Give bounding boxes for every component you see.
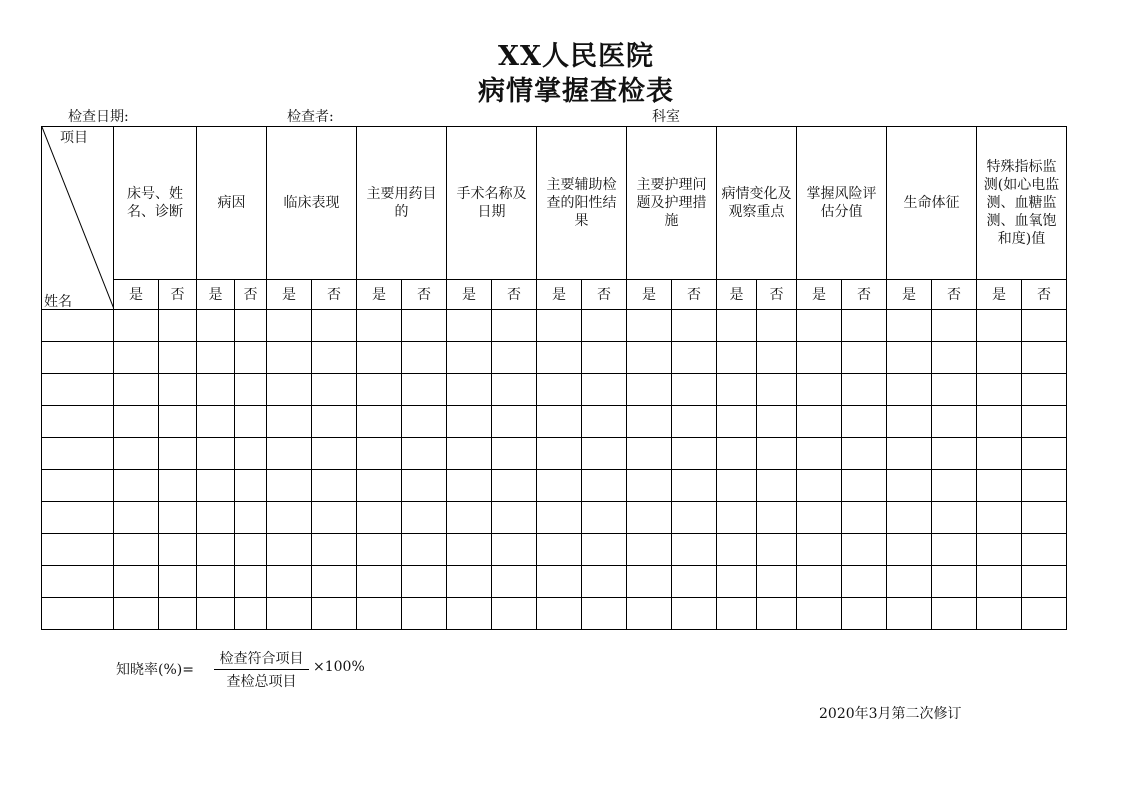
corner-label-items: 项目 xyxy=(60,130,88,146)
yes-header: 是 xyxy=(717,280,757,310)
check-cell[interactable] xyxy=(842,438,887,470)
column-header: 生命体征 xyxy=(887,127,977,280)
check-cell[interactable] xyxy=(159,470,197,502)
check-cell[interactable] xyxy=(235,598,267,630)
check-cell[interactable] xyxy=(402,534,447,566)
check-cell[interactable] xyxy=(235,534,267,566)
check-cell[interactable] xyxy=(357,534,402,566)
check-cell[interactable] xyxy=(312,502,357,534)
check-cell[interactable] xyxy=(159,502,197,534)
column-header: 病情变化及观察重点 xyxy=(717,127,797,280)
check-cell[interactable] xyxy=(159,310,197,342)
check-cell[interactable] xyxy=(672,406,717,438)
check-cell[interactable] xyxy=(537,310,582,342)
column-header: 床号、姓名、诊断 xyxy=(114,127,197,280)
check-cell[interactable] xyxy=(672,534,717,566)
check-cell[interactable] xyxy=(797,406,842,438)
check-cell[interactable] xyxy=(757,534,797,566)
check-cell[interactable] xyxy=(797,502,842,534)
column-header: 主要护理问题及护理措施 xyxy=(627,127,717,280)
check-cell[interactable] xyxy=(672,310,717,342)
check-cell[interactable] xyxy=(357,342,402,374)
check-cell[interactable] xyxy=(402,438,447,470)
check-cell[interactable] xyxy=(627,566,672,598)
check-cell[interactable] xyxy=(235,470,267,502)
check-cell[interactable] xyxy=(797,438,842,470)
check-cell[interactable] xyxy=(887,438,932,470)
check-cell[interactable] xyxy=(159,566,197,598)
table-row xyxy=(42,566,1067,598)
no-header: 否 xyxy=(492,280,537,310)
revision-note: 2020年3月第二次修订 xyxy=(819,706,962,722)
check-cell[interactable] xyxy=(114,502,159,534)
check-cell[interactable] xyxy=(235,438,267,470)
column-header: 病因 xyxy=(197,127,267,280)
check-cell[interactable] xyxy=(114,534,159,566)
check-cell[interactable] xyxy=(447,470,492,502)
yes-header: 是 xyxy=(537,280,582,310)
name-cell[interactable] xyxy=(42,342,114,374)
check-cell[interactable] xyxy=(447,534,492,566)
check-cell[interactable] xyxy=(235,502,267,534)
check-cell[interactable] xyxy=(267,374,312,406)
check-cell[interactable] xyxy=(114,598,159,630)
corner-label-name: 姓名 xyxy=(44,294,72,310)
yes-header: 是 xyxy=(627,280,672,310)
yes-header: 是 xyxy=(887,280,932,310)
check-cell[interactable] xyxy=(1022,534,1067,566)
table-row xyxy=(42,438,1067,470)
check-cell[interactable] xyxy=(977,470,1022,502)
check-cell[interactable] xyxy=(717,438,757,470)
check-cell[interactable] xyxy=(357,502,402,534)
check-cell[interactable] xyxy=(757,566,797,598)
check-cell[interactable] xyxy=(672,566,717,598)
check-cell[interactable] xyxy=(717,502,757,534)
check-cell[interactable] xyxy=(797,310,842,342)
check-cell[interactable] xyxy=(357,374,402,406)
no-header: 否 xyxy=(842,280,887,310)
check-cell[interactable] xyxy=(402,406,447,438)
check-cell[interactable] xyxy=(267,438,312,470)
check-cell[interactable] xyxy=(1022,502,1067,534)
check-cell[interactable] xyxy=(932,438,977,470)
yes-header: 是 xyxy=(977,280,1022,310)
check-cell[interactable] xyxy=(627,310,672,342)
check-cell[interactable] xyxy=(537,438,582,470)
check-cell[interactable] xyxy=(267,598,312,630)
check-cell[interactable] xyxy=(197,502,235,534)
no-header: 否 xyxy=(932,280,977,310)
check-cell[interactable] xyxy=(114,406,159,438)
check-cell[interactable] xyxy=(797,470,842,502)
check-cell[interactable] xyxy=(887,342,932,374)
check-cell[interactable] xyxy=(932,374,977,406)
check-cell[interactable] xyxy=(159,598,197,630)
check-cell[interactable] xyxy=(672,438,717,470)
check-cell[interactable] xyxy=(402,342,447,374)
check-cell[interactable] xyxy=(447,374,492,406)
check-cell[interactable] xyxy=(357,566,402,598)
check-cell[interactable] xyxy=(235,374,267,406)
check-cell[interactable] xyxy=(114,342,159,374)
check-cell[interactable] xyxy=(357,310,402,342)
check-cell[interactable] xyxy=(842,598,887,630)
check-cell[interactable] xyxy=(797,374,842,406)
check-cell[interactable] xyxy=(842,310,887,342)
check-cell[interactable] xyxy=(977,566,1022,598)
check-cell[interactable] xyxy=(977,502,1022,534)
check-cell[interactable] xyxy=(977,534,1022,566)
check-cell[interactable] xyxy=(797,534,842,566)
check-cell[interactable] xyxy=(159,534,197,566)
formula-denominator: 查检总项目 xyxy=(226,674,297,690)
check-cell[interactable] xyxy=(267,342,312,374)
formula-label: 知晓率(%)= xyxy=(116,662,194,678)
check-cell[interactable] xyxy=(977,598,1022,630)
check-cell[interactable] xyxy=(447,310,492,342)
check-cell[interactable] xyxy=(492,534,537,566)
check-cell[interactable] xyxy=(402,598,447,630)
check-cell[interactable] xyxy=(932,598,977,630)
column-header: 主要辅助检查的阳性结果 xyxy=(537,127,627,280)
column-header: 特殊指标监测(如心电监测、血糖监测、血氧饱和度)值 xyxy=(977,127,1067,280)
table-row xyxy=(42,534,1067,566)
check-cell[interactable] xyxy=(977,438,1022,470)
check-cell[interactable] xyxy=(977,310,1022,342)
check-cell[interactable] xyxy=(357,406,402,438)
check-cell[interactable] xyxy=(235,566,267,598)
check-cell[interactable] xyxy=(114,438,159,470)
check-cell[interactable] xyxy=(1022,438,1067,470)
check-cell[interactable] xyxy=(537,598,582,630)
check-cell[interactable] xyxy=(447,502,492,534)
check-cell[interactable] xyxy=(887,502,932,534)
yes-header: 是 xyxy=(357,280,402,310)
check-cell[interactable] xyxy=(537,470,582,502)
check-cell[interactable] xyxy=(447,438,492,470)
check-cell[interactable] xyxy=(159,342,197,374)
check-cell[interactable] xyxy=(717,374,757,406)
check-cell[interactable] xyxy=(932,534,977,566)
check-cell[interactable] xyxy=(1022,374,1067,406)
check-cell[interactable] xyxy=(492,566,537,598)
check-cell[interactable] xyxy=(492,374,537,406)
check-cell[interactable] xyxy=(537,566,582,598)
check-cell[interactable] xyxy=(887,598,932,630)
form-title: 病情掌握查检表 xyxy=(478,76,674,107)
no-header: 否 xyxy=(757,280,797,310)
check-cell[interactable] xyxy=(717,406,757,438)
check-cell[interactable] xyxy=(114,470,159,502)
check-cell[interactable] xyxy=(582,534,627,566)
check-cell[interactable] xyxy=(757,342,797,374)
check-cell[interactable] xyxy=(582,502,627,534)
check-cell[interactable] xyxy=(717,534,757,566)
check-cell[interactable] xyxy=(159,438,197,470)
check-cell[interactable] xyxy=(537,502,582,534)
check-cell[interactable] xyxy=(627,598,672,630)
check-cell[interactable] xyxy=(887,374,932,406)
table-row xyxy=(42,310,1067,342)
check-cell[interactable] xyxy=(842,470,887,502)
check-cell[interactable] xyxy=(672,598,717,630)
check-cell[interactable] xyxy=(197,406,235,438)
check-cell[interactable] xyxy=(887,406,932,438)
check-cell[interactable] xyxy=(312,470,357,502)
check-cell[interactable] xyxy=(672,470,717,502)
no-header: 否 xyxy=(159,280,197,310)
check-cell[interactable] xyxy=(197,310,235,342)
check-cell[interactable] xyxy=(842,534,887,566)
check-cell[interactable] xyxy=(1022,470,1067,502)
check-cell[interactable] xyxy=(235,406,267,438)
check-cell[interactable] xyxy=(402,374,447,406)
name-cell[interactable] xyxy=(42,598,114,630)
check-cell[interactable] xyxy=(977,406,1022,438)
check-cell[interactable] xyxy=(267,534,312,566)
check-cell[interactable] xyxy=(932,342,977,374)
check-cell[interactable] xyxy=(159,374,197,406)
check-cell[interactable] xyxy=(717,310,757,342)
check-cell[interactable] xyxy=(932,502,977,534)
corner-cell xyxy=(42,127,114,310)
check-cell[interactable] xyxy=(312,310,357,342)
check-cell[interactable] xyxy=(357,470,402,502)
check-cell[interactable] xyxy=(197,470,235,502)
column-header: 临床表现 xyxy=(267,127,357,280)
check-cell[interactable] xyxy=(757,470,797,502)
check-cell[interactable] xyxy=(267,310,312,342)
name-cell[interactable] xyxy=(42,502,114,534)
formula-numerator: 检查符合项目 xyxy=(214,648,309,670)
check-cell[interactable] xyxy=(312,342,357,374)
formula-multiplier: ×100% xyxy=(313,659,365,675)
check-cell[interactable] xyxy=(312,598,357,630)
check-cell[interactable] xyxy=(717,470,757,502)
yes-header: 是 xyxy=(197,280,235,310)
formula-fraction xyxy=(214,648,309,691)
check-cell[interactable] xyxy=(537,534,582,566)
check-cell[interactable] xyxy=(492,342,537,374)
check-cell[interactable] xyxy=(582,470,627,502)
check-cell[interactable] xyxy=(582,374,627,406)
no-header: 否 xyxy=(1022,280,1067,310)
check-cell[interactable] xyxy=(537,374,582,406)
check-cell[interactable] xyxy=(492,406,537,438)
column-header: 掌握风险评估分值 xyxy=(797,127,887,280)
table-row xyxy=(42,502,1067,534)
check-cell[interactable] xyxy=(1022,406,1067,438)
check-cell[interactable] xyxy=(887,470,932,502)
check-cell[interactable] xyxy=(267,502,312,534)
check-cell[interactable] xyxy=(492,598,537,630)
table-row xyxy=(42,598,1067,630)
check-cell[interactable] xyxy=(114,310,159,342)
check-cell[interactable] xyxy=(717,598,757,630)
check-cell[interactable] xyxy=(757,502,797,534)
check-cell[interactable] xyxy=(717,566,757,598)
check-cell[interactable] xyxy=(114,566,159,598)
check-cell[interactable] xyxy=(797,598,842,630)
check-cell[interactable] xyxy=(447,566,492,598)
check-cell[interactable] xyxy=(159,406,197,438)
check-cell[interactable] xyxy=(537,406,582,438)
hospital-title: XX人民医院 xyxy=(498,41,654,72)
check-cell[interactable] xyxy=(312,374,357,406)
check-cell[interactable] xyxy=(447,342,492,374)
check-cell[interactable] xyxy=(492,438,537,470)
check-cell[interactable] xyxy=(757,406,797,438)
check-cell[interactable] xyxy=(977,342,1022,374)
check-cell[interactable] xyxy=(537,342,582,374)
check-cell[interactable] xyxy=(197,534,235,566)
check-cell[interactable] xyxy=(235,342,267,374)
no-header: 否 xyxy=(312,280,357,310)
check-cell[interactable] xyxy=(197,374,235,406)
column-header: 主要用药目的 xyxy=(357,127,447,280)
yes-header: 是 xyxy=(114,280,159,310)
check-cell[interactable] xyxy=(582,438,627,470)
inspection-table xyxy=(41,126,1067,630)
check-cell[interactable] xyxy=(267,406,312,438)
check-cell[interactable] xyxy=(887,310,932,342)
check-cell[interactable] xyxy=(402,566,447,598)
check-cell[interactable] xyxy=(235,310,267,342)
check-cell[interactable] xyxy=(1022,310,1067,342)
check-cell[interactable] xyxy=(842,502,887,534)
check-cell[interactable] xyxy=(797,566,842,598)
check-cell[interactable] xyxy=(932,470,977,502)
check-cell[interactable] xyxy=(402,502,447,534)
check-cell[interactable] xyxy=(312,534,357,566)
check-cell[interactable] xyxy=(114,374,159,406)
check-cell[interactable] xyxy=(627,438,672,470)
check-cell[interactable] xyxy=(672,502,717,534)
check-cell[interactable] xyxy=(887,566,932,598)
table-row xyxy=(42,470,1067,502)
check-cell[interactable] xyxy=(672,342,717,374)
name-cell[interactable] xyxy=(42,566,114,598)
check-cell[interactable] xyxy=(582,406,627,438)
check-cell[interactable] xyxy=(757,598,797,630)
check-cell[interactable] xyxy=(672,374,717,406)
no-header: 否 xyxy=(582,280,627,310)
department-label: 科室 xyxy=(652,109,680,125)
check-cell[interactable] xyxy=(842,406,887,438)
inspection-date-label: 检查日期: xyxy=(68,109,129,125)
check-cell[interactable] xyxy=(842,342,887,374)
check-cell[interactable] xyxy=(842,566,887,598)
table-row xyxy=(42,374,1067,406)
check-cell[interactable] xyxy=(842,374,887,406)
check-cell[interactable] xyxy=(402,470,447,502)
check-cell[interactable] xyxy=(887,534,932,566)
check-cell[interactable] xyxy=(627,342,672,374)
check-cell[interactable] xyxy=(447,406,492,438)
check-cell[interactable] xyxy=(1022,598,1067,630)
column-header: 手术名称及日期 xyxy=(447,127,537,280)
check-cell[interactable] xyxy=(582,598,627,630)
yes-header: 是 xyxy=(447,280,492,310)
check-cell[interactable] xyxy=(357,438,402,470)
check-cell[interactable] xyxy=(267,566,312,598)
no-header: 否 xyxy=(672,280,717,310)
check-cell[interactable] xyxy=(627,374,672,406)
check-cell[interactable] xyxy=(1022,342,1067,374)
check-cell[interactable] xyxy=(932,310,977,342)
check-cell[interactable] xyxy=(492,502,537,534)
check-cell[interactable] xyxy=(627,406,672,438)
no-header: 否 xyxy=(235,280,267,310)
name-cell[interactable] xyxy=(42,534,114,566)
check-cell[interactable] xyxy=(757,310,797,342)
inspector-label: 检查者: xyxy=(287,109,334,125)
check-cell[interactable] xyxy=(582,342,627,374)
check-cell[interactable] xyxy=(197,342,235,374)
check-cell[interactable] xyxy=(197,566,235,598)
name-cell[interactable] xyxy=(42,374,114,406)
check-cell[interactable] xyxy=(757,374,797,406)
check-cell[interactable] xyxy=(492,310,537,342)
check-cell[interactable] xyxy=(582,566,627,598)
name-cell[interactable] xyxy=(42,470,114,502)
yes-header: 是 xyxy=(267,280,312,310)
check-cell[interactable] xyxy=(627,470,672,502)
table-row xyxy=(42,342,1067,374)
check-cell[interactable] xyxy=(797,342,842,374)
name-cell[interactable] xyxy=(42,406,114,438)
check-cell[interactable] xyxy=(717,342,757,374)
yes-no-row xyxy=(42,280,1067,310)
yes-header: 是 xyxy=(797,280,842,310)
name-cell[interactable] xyxy=(42,438,114,470)
check-cell[interactable] xyxy=(627,502,672,534)
check-cell[interactable] xyxy=(627,534,672,566)
check-cell[interactable] xyxy=(402,310,447,342)
check-cell[interactable] xyxy=(447,598,492,630)
check-cell[interactable] xyxy=(1022,566,1067,598)
check-cell[interactable] xyxy=(197,598,235,630)
check-cell[interactable] xyxy=(312,406,357,438)
check-cell[interactable] xyxy=(492,470,537,502)
check-cell[interactable] xyxy=(932,566,977,598)
name-cell[interactable] xyxy=(42,310,114,342)
check-cell[interactable] xyxy=(312,438,357,470)
check-cell[interactable] xyxy=(197,438,235,470)
check-cell[interactable] xyxy=(757,438,797,470)
check-cell[interactable] xyxy=(582,310,627,342)
check-cell[interactable] xyxy=(312,566,357,598)
check-cell[interactable] xyxy=(267,470,312,502)
check-cell[interactable] xyxy=(932,406,977,438)
table-row xyxy=(42,406,1067,438)
corner-diagonal xyxy=(42,127,114,309)
no-header: 否 xyxy=(402,280,447,310)
check-cell[interactable] xyxy=(977,374,1022,406)
check-cell[interactable] xyxy=(357,598,402,630)
